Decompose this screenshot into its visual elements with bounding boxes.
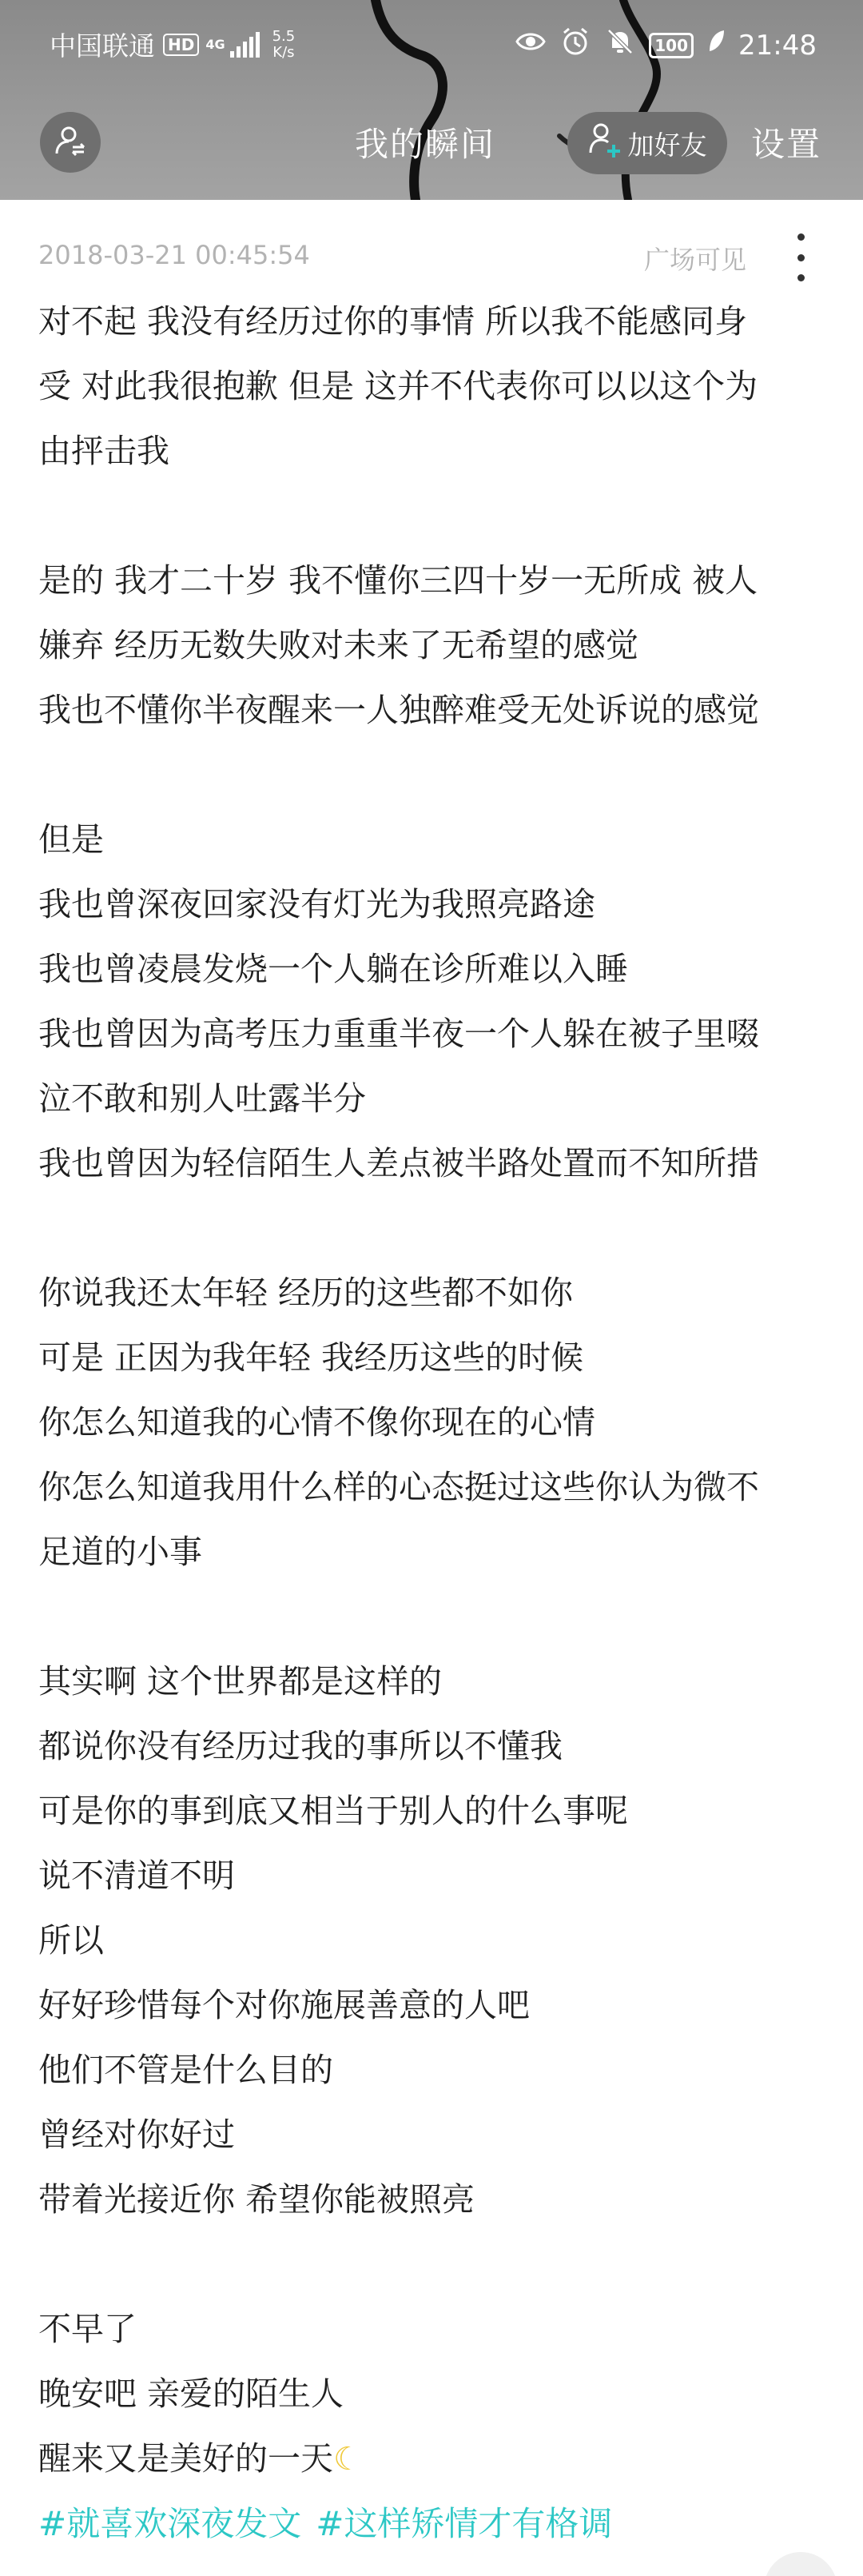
leaf-icon	[706, 29, 726, 62]
post-last-line-text: 醒来又是美好的一天	[38, 2439, 333, 2478]
network-speed	[272, 29, 296, 61]
paragraph-gap	[38, 1585, 837, 1649]
add-friend-button[interactable]	[567, 112, 727, 174]
speed-unit: K/s	[272, 43, 295, 61]
alarm-icon	[559, 26, 591, 65]
paragraph-gap	[38, 1196, 837, 1261]
moon-icon: ☾	[333, 2441, 362, 2478]
post-line: 我也曾因为轻信陌生人差点被半路处置而不知所措	[38, 1144, 759, 1182]
post-line: 泣不敢和别人吐露半分	[38, 1079, 366, 1118]
post-line: 说不清道不明	[38, 1856, 235, 1895]
post-line: 但是	[38, 820, 104, 859]
hashtag-row	[38, 2491, 837, 2556]
paragraph-gap	[38, 484, 837, 548]
post-line: 我也曾深夜回家没有灯光为我照亮路途	[38, 885, 595, 923]
post-line: 可是 正因为我年轻 我经历这些的时候	[38, 1338, 584, 1377]
page-title: 我的瞬间	[355, 125, 496, 164]
post-line: 好好珍惜每个对你施展善意的人吧	[38, 1986, 530, 2024]
signal-icon	[230, 32, 260, 58]
post-body	[38, 289, 837, 2556]
post-line: 我也曾凌晨发烧一个人躺在诊所难以入睡	[38, 950, 628, 988]
post-line: 受 对此我很抱歉 但是 这并不代表你可以以这个为	[38, 367, 758, 405]
post-line: 不早了	[38, 2310, 137, 2348]
eye-icon	[515, 26, 547, 65]
add-user-icon	[588, 121, 623, 165]
post-line: 对不起 我没有经历过你的事情 所以我不能感同身	[38, 302, 748, 341]
add-friend-label: 加好友	[627, 129, 707, 161]
switch-account-button[interactable]	[40, 112, 101, 173]
post-date: 2018-03-21 00:45:54	[38, 240, 310, 270]
post-line: 我也曾因为高考压力重重半夜一个人躲在被子里啜	[38, 1015, 759, 1053]
hashtag-link[interactable]: #这样矫情才有格调	[316, 2504, 613, 2543]
hashtag-link[interactable]: #就喜欢深夜发文	[38, 2504, 302, 2543]
carrier-name: 中国联通	[50, 30, 155, 62]
post-visibility: 广场可见	[644, 245, 747, 275]
post-line: 其实啊 这个世界都是这样的	[38, 1662, 443, 1701]
more-vertical-icon[interactable]	[791, 233, 810, 281]
title-bar	[0, 106, 863, 182]
status-bar	[0, 0, 863, 86]
post-line: 可是你的事到底又相当于别人的什么事呢	[38, 1792, 628, 1830]
post-line: 是的 我才二十岁 我不懂你三四十岁一无所成 被人	[38, 561, 758, 600]
post-line: 他们不管是什么目的	[38, 2051, 333, 2089]
post-line: 你怎么知道我的心情不像你现在的心情	[38, 1403, 595, 1442]
speed-value: 5.5	[272, 27, 296, 45]
post-line: 我也不懂你半夜醒来一人独醉难受无处诉说的感觉	[38, 691, 759, 729]
post-line: 足道的小事	[38, 1533, 202, 1571]
settings-button[interactable]: 设置	[751, 125, 822, 164]
post-text	[38, 289, 837, 2426]
mute-bell-icon	[604, 26, 636, 65]
post-last-line	[38, 2426, 837, 2491]
post-line: 由抨击我	[38, 432, 169, 470]
post-line: 你怎么知道我用什么样的心态挺过这些你认为微不	[38, 1468, 759, 1506]
battery-icon	[649, 33, 694, 58]
post-line: 带着光接近你 希望你能被照亮	[38, 2180, 475, 2219]
post-line: 你说我还太年轻 经历的这些都不如你	[38, 1274, 574, 1312]
avatar-switch-icon	[53, 123, 88, 161]
status-time: 21:48	[738, 29, 817, 62]
post-line: 曾经对你好过	[38, 2115, 235, 2154]
post-line: 晚安吧 亲爱的陌生人	[38, 2375, 344, 2413]
post-line: 都说你没有经历过我的事所以不懂我	[38, 1727, 563, 1765]
post-meta	[38, 240, 829, 280]
paragraph-gap	[38, 2232, 837, 2297]
post-line: 嫌弃 经历无数失败对未来了无希望的感觉	[38, 626, 639, 664]
network-type: 4G	[205, 36, 225, 52]
header	[0, 0, 863, 200]
hd-badge: HD	[163, 34, 199, 56]
paragraph-gap	[38, 743, 837, 807]
post-line: 所以	[38, 1921, 104, 1960]
battery-level: 100	[654, 35, 689, 55]
